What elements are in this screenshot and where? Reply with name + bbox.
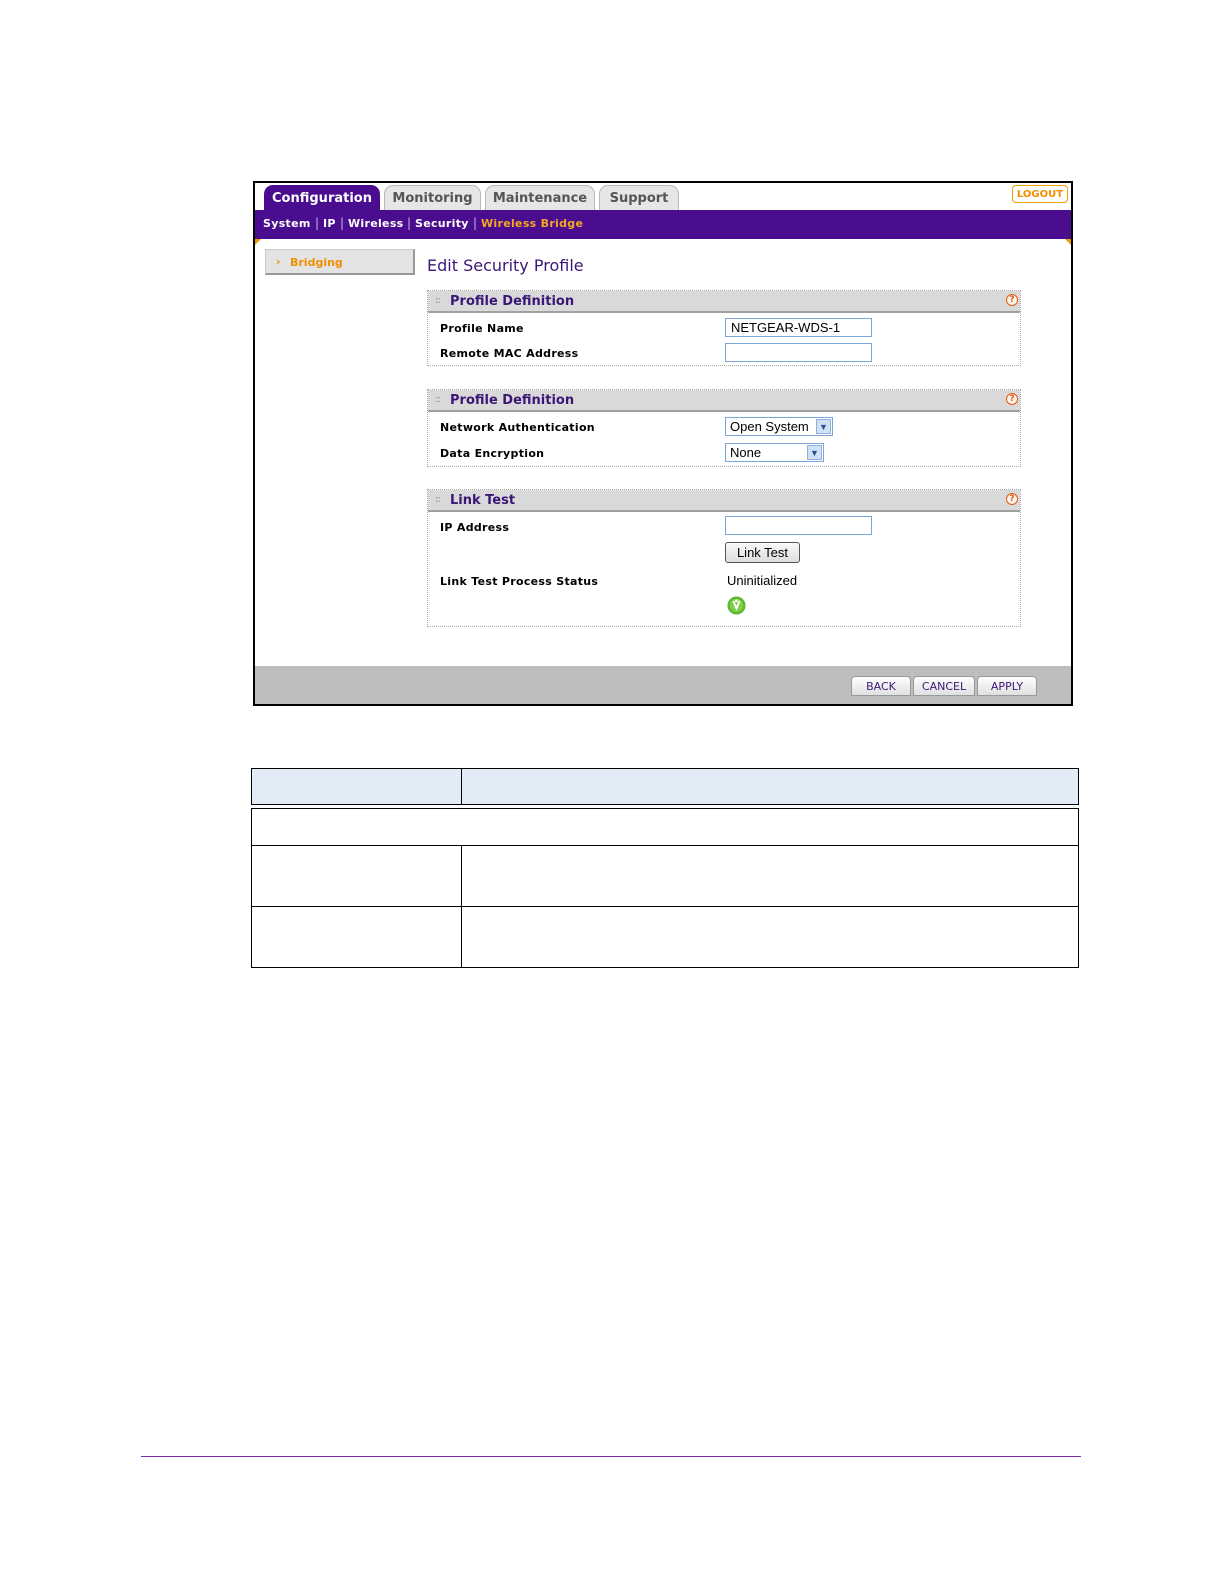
chevron-down-icon: ▼ [807, 445, 822, 460]
chevron-down-icon: ▼ [816, 419, 831, 434]
table-cell [462, 907, 1079, 968]
subnav-system[interactable]: System [263, 217, 311, 230]
network-authentication-select[interactable] [725, 417, 833, 436]
action-bar [255, 666, 1071, 704]
link-test-section [427, 489, 1021, 627]
table-cell [252, 846, 462, 907]
subnav-ip[interactable]: IP [323, 217, 336, 230]
settings-description-table [251, 768, 1079, 968]
table-row [252, 907, 1079, 968]
section-title: Profile Definition [450, 393, 575, 408]
table-cell [462, 846, 1079, 907]
link-test-status-label: Link Test Process Status [440, 575, 599, 588]
ip-address-label: IP Address [440, 521, 510, 534]
main-tab-bar [255, 183, 1071, 210]
router-admin-window [253, 181, 1073, 706]
ip-address-input[interactable] [725, 516, 872, 535]
help-icon[interactable]: ? [1006, 294, 1018, 306]
nav-corner-decoration [1065, 239, 1071, 245]
subnav-separator: | [315, 216, 320, 230]
table-header-cell [462, 769, 1079, 805]
tab-maintenance[interactable]: Maintenance [485, 185, 595, 210]
nav-corner-decoration [255, 239, 261, 245]
back-button[interactable]: BACK [851, 676, 911, 696]
profile-name-label: Profile Name [440, 322, 524, 335]
status-ok-icon [727, 596, 746, 615]
page-title: Edit Security Profile [427, 256, 584, 275]
logout-button[interactable]: LOGOUT [1012, 185, 1068, 203]
tab-configuration[interactable]: Configuration [264, 185, 380, 210]
apply-button[interactable]: APPLY [977, 676, 1037, 696]
table-row [252, 846, 1079, 907]
sidebar-item-label: Bridging [290, 256, 343, 269]
link-test-button[interactable]: Link Test [725, 542, 800, 563]
page-footer-rule [141, 1456, 1081, 1457]
subnav-separator: | [407, 216, 412, 230]
drag-grip-icon: :: [435, 295, 440, 306]
subnav-separator: | [473, 216, 478, 230]
cancel-button[interactable]: CANCEL [913, 676, 975, 696]
data-encryption-label: Data Encryption [440, 447, 545, 460]
section-title: Link Test [450, 493, 516, 508]
section-header [428, 291, 1020, 313]
table-cell [252, 907, 462, 968]
tab-support[interactable]: Support [599, 185, 679, 210]
table-header-row [252, 769, 1079, 805]
remote-mac-input[interactable] [725, 343, 872, 362]
sidebar-item-bridging[interactable] [265, 249, 415, 275]
network-authentication-label: Network Authentication [440, 421, 595, 434]
chevron-right-icon: › [276, 255, 281, 268]
sub-navigation [255, 210, 1071, 239]
subnav-security[interactable]: Security [415, 217, 469, 230]
profile-definition-section [427, 290, 1021, 366]
network-authentication-value: Open System [730, 419, 809, 434]
profile-definition-security-section [427, 389, 1021, 467]
section-title: Profile Definition [450, 294, 575, 309]
table-header-cell [252, 769, 462, 805]
data-encryption-select[interactable] [725, 443, 824, 462]
tab-monitoring[interactable]: Monitoring [384, 185, 481, 210]
data-encryption-value: None [730, 445, 762, 460]
table-cell [252, 809, 1079, 846]
subnav-separator: | [340, 216, 345, 230]
help-icon[interactable]: ? [1006, 393, 1018, 405]
table-section-row [252, 809, 1079, 846]
help-icon[interactable]: ? [1006, 493, 1018, 505]
drag-grip-icon: :: [435, 494, 440, 505]
subnav-wireless[interactable]: Wireless [348, 217, 404, 230]
subnav-wireless-bridge[interactable]: Wireless Bridge [481, 217, 584, 230]
link-test-status-value: Uninitialized [727, 573, 798, 588]
remote-mac-label: Remote MAC Address [440, 347, 579, 360]
section-header [428, 390, 1020, 412]
profile-name-input[interactable] [725, 318, 872, 337]
drag-grip-icon: :: [435, 394, 440, 405]
section-header [428, 490, 1020, 512]
